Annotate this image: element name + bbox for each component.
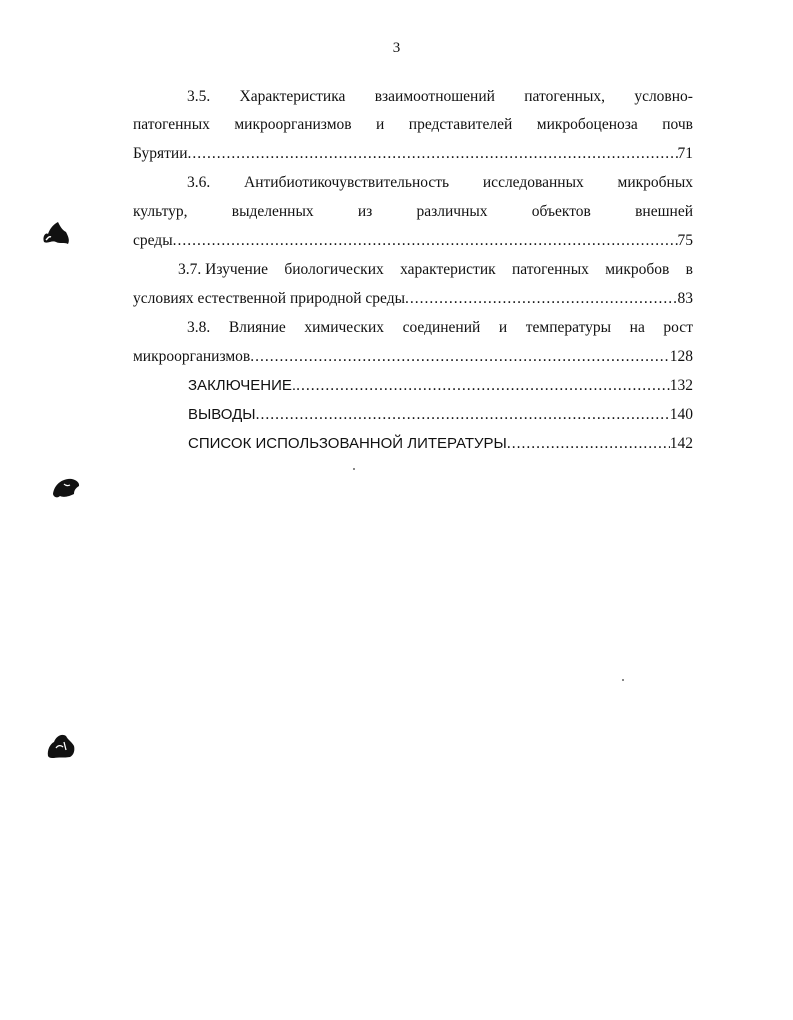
- toc-entry-3-6-line-3: среды ..... 75: [133, 230, 693, 252]
- dot-leader: [173, 230, 678, 252]
- ink-blot-bottom: [44, 730, 78, 760]
- toc-entry-3-8-line-2: микроорганизмов ..... 128: [133, 346, 693, 368]
- ink-blot-top: [40, 218, 72, 246]
- toc-entry-3-7-line-1: 3.7. Изучение биологических характеристик патогенных микробов в: [178, 261, 693, 278]
- ink-blot-middle: [50, 474, 82, 500]
- toc-page-number: 75: [677, 232, 693, 249]
- toc-entry-references: СПИСОК ИСПОЛЬЗОВАННОЙ ЛИТЕРАТУРЫ ..... 142: [188, 433, 693, 455]
- toc-entry-3-5-line-1: 3.5. Характеристика взаимоотношений патогенных, условно-: [187, 88, 693, 105]
- toc-page-number: 140: [669, 406, 693, 423]
- toc-entry-3-5-line-2: патогенных микроорганизмов и представителей микробоценоза почв: [133, 116, 693, 133]
- dot-leader: [250, 346, 670, 368]
- toc-entry-findings: ВЫВОДЫ ..... 140: [188, 404, 693, 426]
- dot-leader: [405, 288, 677, 310]
- toc-page-number: 71: [677, 145, 693, 162]
- toc-entry-3-6-line-2: культур, выделенных из различных объектов внешней: [133, 203, 693, 220]
- dot-leader: [507, 433, 670, 455]
- page-number: 3: [392, 40, 401, 56]
- speck: [622, 679, 624, 681]
- dot-leader: [256, 404, 670, 426]
- toc-entry-conclusion: ЗАКЛЮЧЕНИЕ. ..... 132: [188, 375, 693, 397]
- toc-entry-3-6-line-1: 3.6. Антибиотикочувствительность исследованных микробных: [187, 174, 693, 191]
- toc-page-number: 128: [669, 348, 693, 365]
- dot-leader: [188, 143, 678, 165]
- speck: [353, 468, 355, 470]
- toc-page-number: 142: [669, 435, 693, 452]
- toc-page-number: 132: [669, 377, 693, 394]
- dot-leader: [296, 375, 670, 397]
- toc-page-number: 83: [677, 290, 693, 307]
- toc-entry-3-7-line-2: условиях естественной природной среды ..... 83: [133, 288, 693, 310]
- toc-entry-3-8-line-1: 3.8. Влияние химических соединений и температуры на рост: [187, 319, 693, 336]
- toc-entry-3-5-line-3: Бурятии ..... 71: [133, 143, 693, 165]
